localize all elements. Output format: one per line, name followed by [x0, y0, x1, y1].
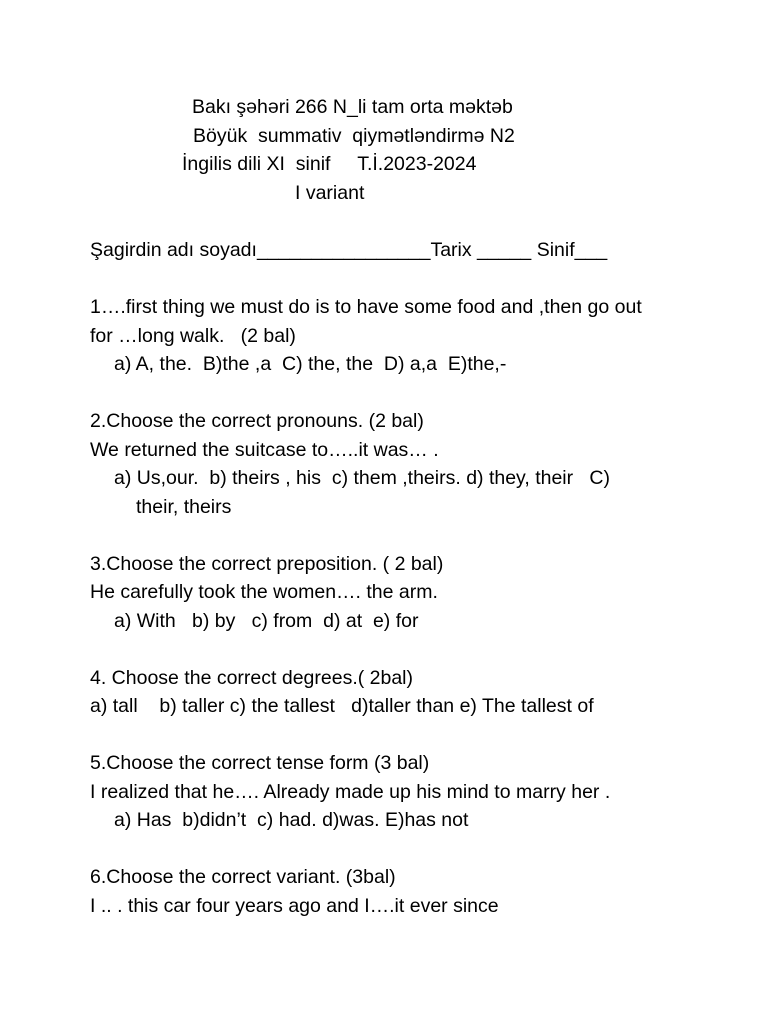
- question-3-options: a) With b) by c) from d) at e) for: [114, 609, 419, 632]
- question-6-sentence: I .. . this car four years ago and I….it ever since: [90, 894, 499, 917]
- question-3: [90, 550, 730, 636]
- variant-label: I variant: [295, 181, 365, 204]
- question-2-options-2: their, theirs: [136, 495, 232, 518]
- exam-title: Böyük summativ qiymətləndirmə N2: [193, 124, 515, 147]
- question-1-prompt-1: 1….first thing we must do is to have some food and ,then go out: [90, 296, 642, 318]
- question-5-sentence: I realized that he…. Already made up his mind to marry her .: [90, 780, 611, 803]
- question-1-options: a) A, the. B)the ,a C) the, the D) a,a E)the,-: [114, 353, 507, 375]
- subject-line: İngilis dili XI sinif T.İ.2023-2024: [182, 153, 477, 175]
- question-3-prompt: 3.Choose the correct preposition. ( 2 bal): [90, 552, 444, 575]
- question-2-sentence: We returned the suitcase to…..it was… .: [90, 438, 439, 461]
- school-name: Bakı şəhəri 266 N_li tam orta məktəb: [192, 96, 513, 118]
- question-4: [90, 664, 730, 721]
- question-6-prompt: 6.Choose the correct variant. (3bal): [90, 866, 396, 888]
- question-2-options-1: a) Us,our. b) theirs , his c) them ,theirs. d) they, their C): [114, 467, 610, 489]
- document-header: [0, 93, 768, 207]
- question-5-prompt: 5.Choose the correct tense form (3 bal): [90, 752, 430, 774]
- question-4-options: a) tall b) taller c) the tallest d)taller than e) The tallest of: [90, 695, 594, 717]
- question-3-sentence: He carefully took the women…. the arm.: [90, 581, 438, 603]
- question-6: [90, 863, 730, 920]
- question-5-options: a) Has b)didn’t c) had. d)was. E)has not: [114, 809, 469, 831]
- question-4-prompt: 4. Choose the correct degrees.( 2bal): [90, 666, 414, 689]
- question-5: [90, 749, 730, 835]
- question-2: [90, 407, 730, 521]
- question-1: [90, 293, 730, 379]
- question-2-prompt: 2.Choose the correct pronouns. (2 bal): [90, 410, 424, 432]
- student-info-line: Şagirdin adı soyadı________________Tarix _____ Sinif___: [90, 239, 608, 261]
- question-1-prompt-2: for …long walk. (2 bal): [90, 324, 296, 347]
- document-body: [90, 236, 730, 920]
